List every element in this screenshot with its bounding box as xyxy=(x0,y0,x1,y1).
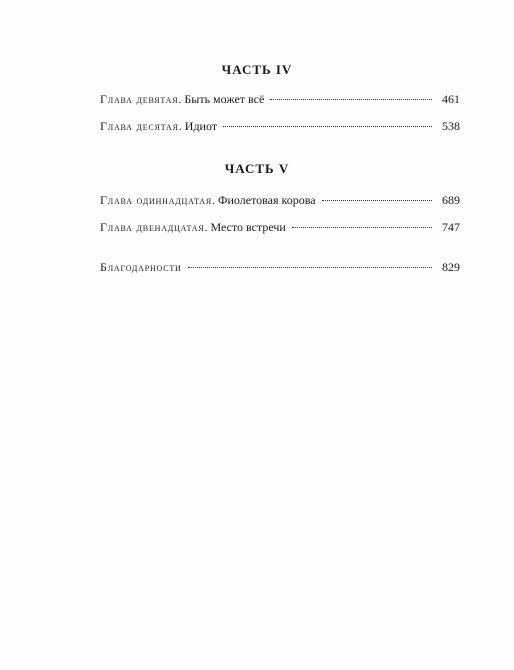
acknowledgements-label: Благодарности xyxy=(100,260,182,274)
toc-entry xyxy=(100,119,460,134)
chapter-title: Фиолетовая корова xyxy=(218,193,316,207)
part-heading-5: ЧАСТЬ V xyxy=(224,161,290,176)
chapter-title: Место встречи xyxy=(210,220,286,234)
page-number: 689 xyxy=(442,193,460,207)
toc-entry xyxy=(100,92,460,107)
page-number: 461 xyxy=(442,92,460,106)
toc-entry-title: Глава девятая. Быть может всё xyxy=(100,92,265,106)
page-number: 747 xyxy=(442,220,460,234)
toc-entry-title xyxy=(100,260,182,275)
chapter-label: Глава одиннадцатая xyxy=(100,193,213,207)
dot-leader xyxy=(223,126,432,127)
toc-entry xyxy=(100,193,460,208)
dot-leader xyxy=(322,200,432,201)
chapter-label: Глава девятая xyxy=(100,92,179,106)
toc-entry xyxy=(100,220,460,235)
toc-entry-title: Глава двенадцатая. Место встречи xyxy=(100,220,286,234)
dot-leader xyxy=(292,227,432,228)
chapter-label: Глава десятая xyxy=(100,119,179,133)
chapter-label: Глава двенадцатая xyxy=(100,220,205,234)
toc-entry-title: Глава одиннадцатая. Фиолетовая корова xyxy=(100,193,316,207)
chapter-title: Идиот xyxy=(184,119,218,133)
page-number: 538 xyxy=(442,119,460,133)
chapter-title: Быть может всё xyxy=(184,92,265,106)
toc-entry-title: Глава десятая. Идиот xyxy=(100,119,218,133)
dot-leader xyxy=(188,267,432,268)
dot-leader xyxy=(270,99,432,100)
toc-entry-acknowledgements xyxy=(100,260,460,275)
part-heading-4: ЧАСТЬ IV xyxy=(221,62,293,77)
page-number: 829 xyxy=(442,260,460,274)
